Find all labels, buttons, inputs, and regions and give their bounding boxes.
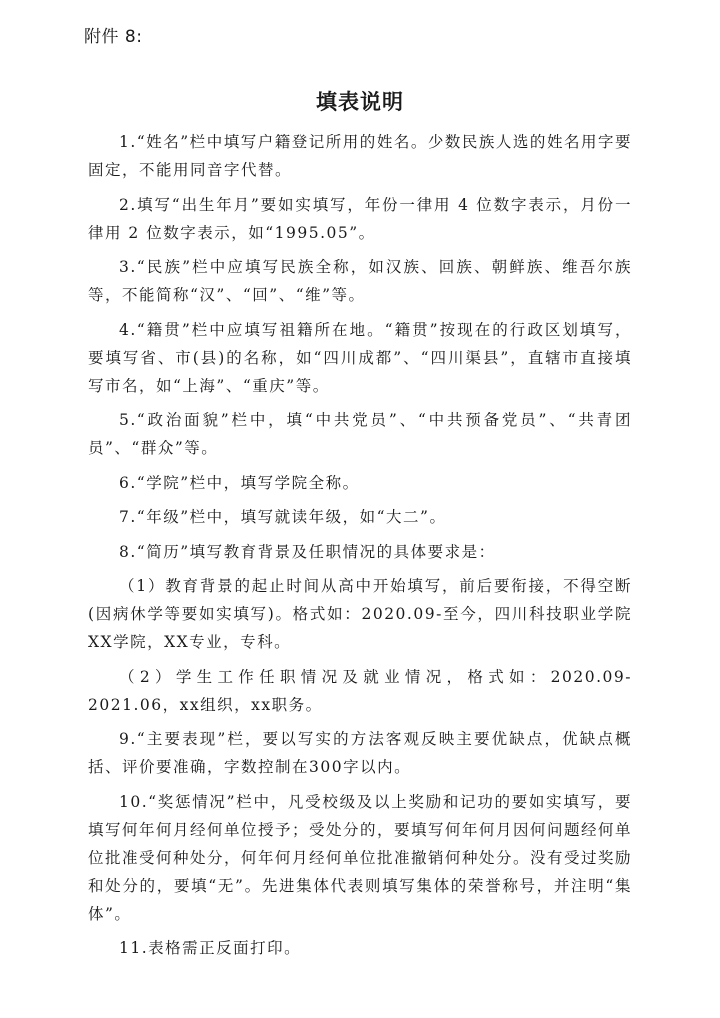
instruction-item-8-2: （2）学生工作任职情况及就业情况，格式如：2020.09-2021.06，xx组织，xx职务。 xyxy=(88,667,632,714)
page-title: 填表说明 xyxy=(316,89,404,114)
instruction-item-6: 6.“学院”栏中，填写学院全称。 xyxy=(119,473,360,492)
instruction-item-9: 9.“主要表现”栏，要以写实的方法客观反映主要优缺点，优缺点概括、评价要准确，字数控制在300字以内。 xyxy=(88,730,632,776)
instruction-item-5: 5.“政治面貌”栏中，填“中共党员”、“中共预备党员”、“共青团员”、“群众”等。 xyxy=(88,411,632,457)
instruction-item-10: 10.“奖惩情况”栏中，凡受校级及以上奖励和记功的要如实填写，要填写何年何月经何单位授予；受处分的，要填写何年何月因何问题经何单位批准受何种处分，何年何月经何单位批准撤销何种处分。没有受过奖励和处分的，要填“无”。先进集体代表则填写集体的荣誉称号，并注明“集体”。 xyxy=(88,792,633,923)
instruction-item-11: 11.表格需正反面打印。 xyxy=(119,939,302,957)
instruction-item-2: 2.填写“出生年月”要如实填写，年份一律用 4 位数字表示，月份一律用 2 位数字表示，如“1995.05”。 xyxy=(88,195,632,242)
attachment-label: 附件 8: xyxy=(84,27,143,47)
instructions-body xyxy=(88,128,632,969)
instruction-item-1: 1.“姓名”栏中填写户籍登记所用的姓名。少数民族人选的姓名用字要固定，不能用同音字代替。 xyxy=(88,133,632,179)
instruction-item-7: 7.“年级”栏中，填写就读年级，如“大二”。 xyxy=(119,508,447,526)
instruction-item-8: 8.“简历”填写教育背景及任职情况的具体要求是： xyxy=(119,542,496,561)
instruction-item-4: 4.“籍贯”栏中应填写祖籍所在地。“籍贯”按现在的行政区划填写，要填写省、市(县)的名称，如“四川成都”、“四川渠县”，直辖市直接填写市名，如“上海”、“重庆”等。 xyxy=(88,320,632,395)
instruction-item-8-1: （1）教育背景的起止时间从高中开始填写，前后要衔接，不得空断(因病休学等要如实填写)。格式如：2020.09-至今，四川科技职业学院XX学院，XX专业，专科。 xyxy=(88,577,632,651)
instruction-item-3: 3.“民族”栏中应填写民族全称，如汉族、回族、朝鲜族、维吾尔族等，不能简称“汉”、“回”、“维”等。 xyxy=(88,258,632,304)
